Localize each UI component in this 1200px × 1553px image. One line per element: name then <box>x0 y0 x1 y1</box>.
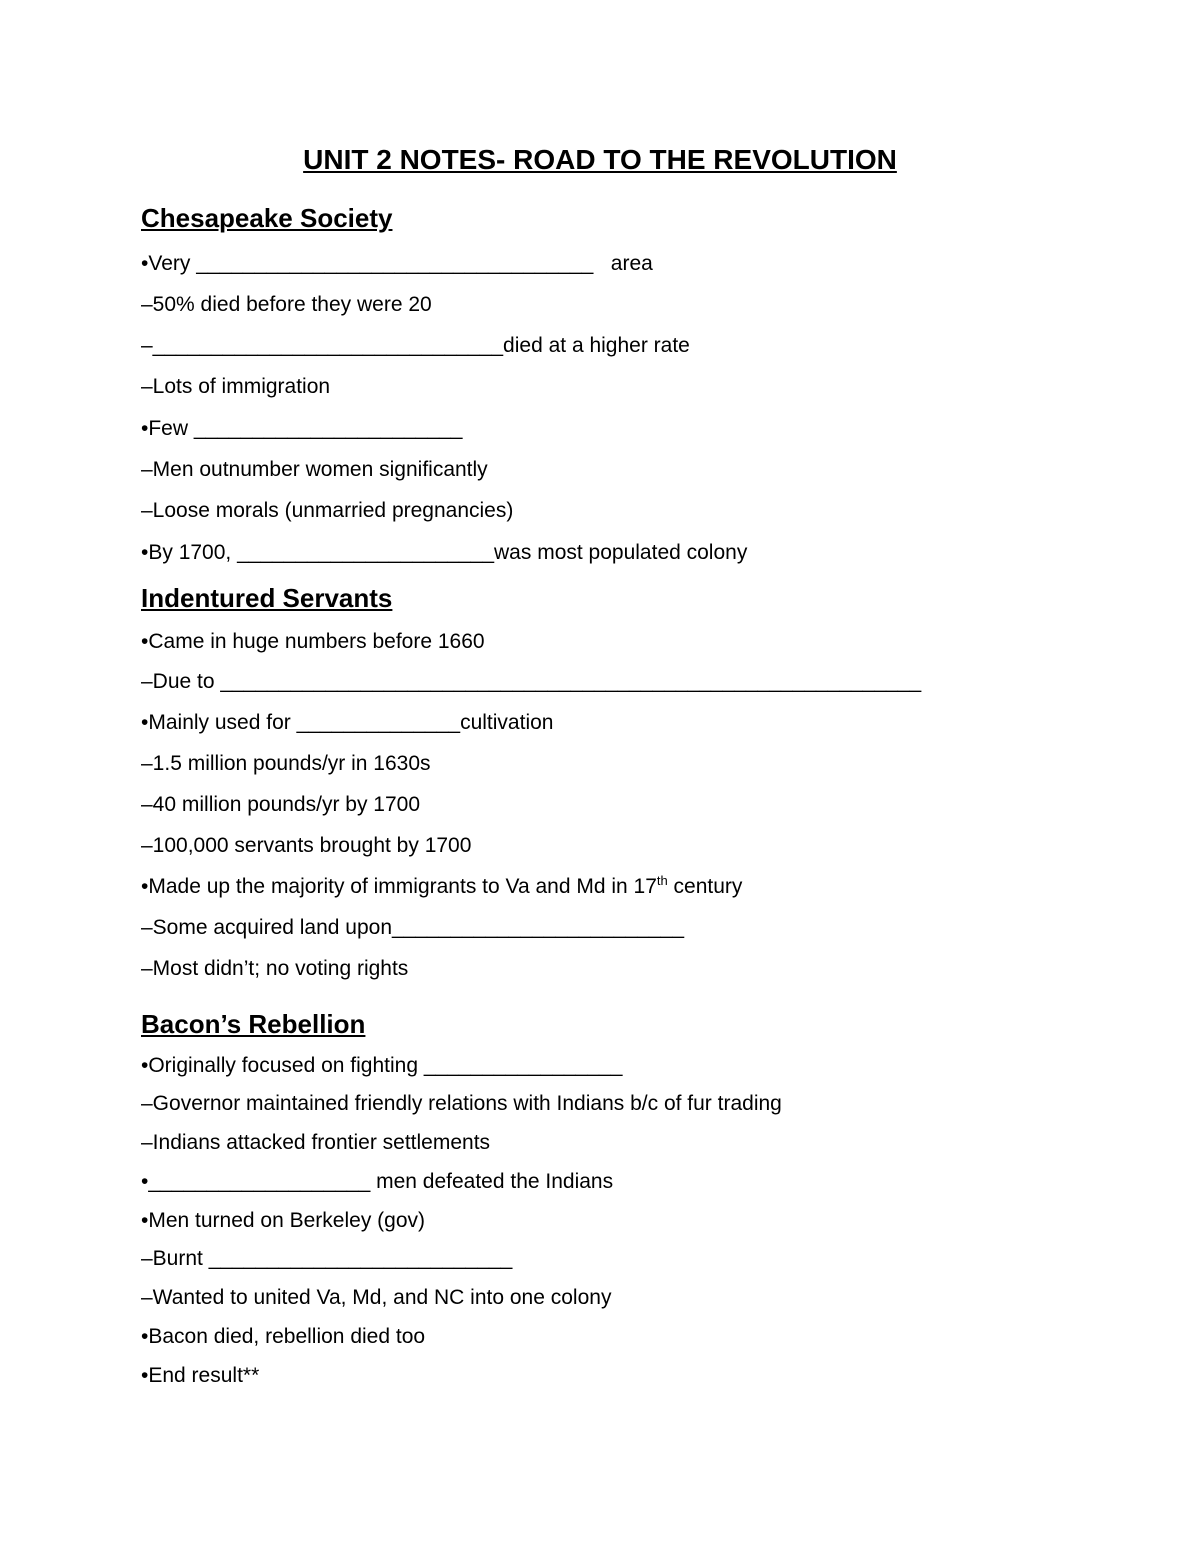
note-line: •___________________ men defeated the Indians <box>141 1170 614 1193</box>
section-heading-indentured-servants: Indentured Servants <box>141 583 393 613</box>
note-line: –Lots of immigration <box>141 375 331 398</box>
note-line: –Wanted to united Va, Md, and NC into one colony <box>141 1286 612 1309</box>
note-line: •End result** <box>141 1364 260 1387</box>
note-line: •Bacon died, rebellion died too <box>141 1325 426 1348</box>
note-line: –1.5 million pounds/yr in 1630s <box>141 752 431 775</box>
note-text: •Made up the majority of immigrants to Va and Md in 17 <box>141 875 657 898</box>
note-line: –Governor maintained friendly relations with Indians b/c of fur trading <box>141 1092 782 1115</box>
note-line-with-superscript <box>141 874 742 900</box>
note-line: –Loose morals (unmarried pregnancies) <box>141 499 514 522</box>
note-line: –______________________________died at a higher rate <box>141 334 690 357</box>
note-line: –Indians attacked frontier settlements <box>141 1131 491 1154</box>
note-text: century <box>667 875 743 898</box>
note-line: •Men turned on Berkeley (gov) <box>141 1209 425 1232</box>
section-heading-chesapeake-society: Chesapeake Society <box>141 203 393 233</box>
ordinal-superscript: th <box>656 873 668 888</box>
section-heading-bacons-rebellion: Bacon’s Rebellion <box>141 1009 366 1039</box>
page-title: UNIT 2 NOTES- ROAD TO THE REVOLUTION <box>303 144 897 175</box>
note-line: •Few _______________________ <box>141 417 463 440</box>
note-line: –100,000 servants brought by 1700 <box>141 834 472 857</box>
note-line: •Very __________________________________ area <box>141 252 653 275</box>
note-line: –Most didn’t; no voting rights <box>141 957 409 980</box>
note-line: –40 million pounds/yr by 1700 <box>141 793 421 816</box>
note-line: •Came in huge numbers before 1660 <box>141 630 485 653</box>
note-line: •By 1700, ______________________was most populated colony <box>141 541 748 564</box>
note-line: •Mainly used for ______________cultivation <box>141 711 554 734</box>
note-line: –Men outnumber women significantly <box>141 458 488 481</box>
note-line: –50% died before they were 20 <box>141 293 432 316</box>
note-line: •Originally focused on fighting _________________ <box>141 1054 623 1077</box>
note-line: –Due to ____________________________________________________________ <box>141 670 922 693</box>
note-line: –Burnt __________________________ <box>141 1247 513 1270</box>
note-line: –Some acquired land upon_________________________ <box>141 916 684 939</box>
